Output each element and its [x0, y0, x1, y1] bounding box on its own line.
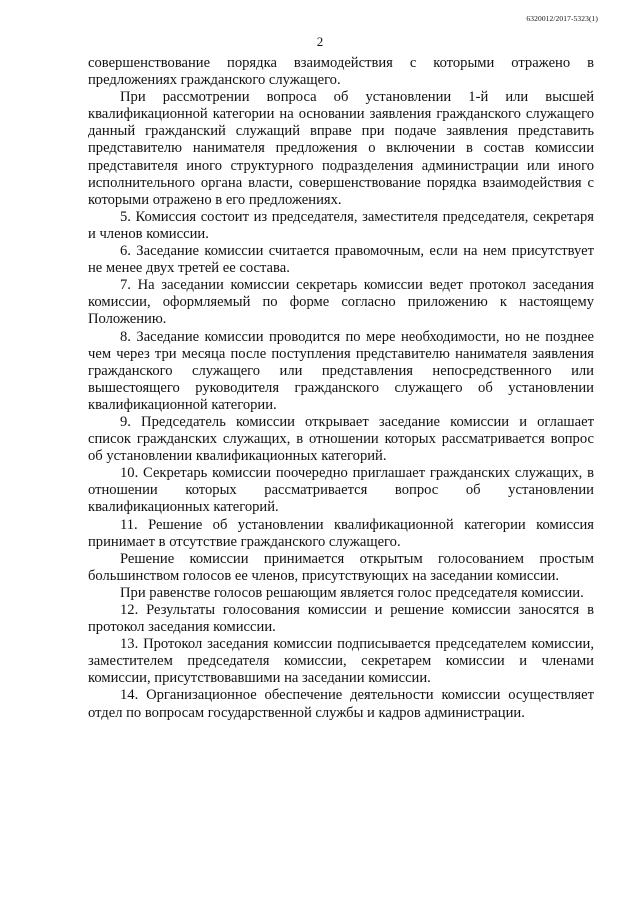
paragraph-11-tie: При равенстве голосов решающим является голос председателя комиссии.: [120, 584, 584, 601]
paragraph-5: 5. Комиссия состоит из председателя, заместителя председателя, секретаря и членов комиссии.: [88, 208, 594, 242]
paragraph-6: 6. Заседание комиссии считается правомочным, если на нем присутствует не менее двух третей ее состава.: [88, 243, 594, 277]
paragraph-14: 14. Организационное обеспечение деятельности комиссии осуществляет отдел по вопросам государственной службы и кадров администрации.: [88, 687, 594, 721]
paragraph-10: 10. Секретарь комиссии поочередно приглашает гражданских служащих, в отношении которых рассматривается вопрос об установлении квалификационных категорий.: [88, 465, 594, 516]
page-number: 2: [316, 34, 324, 49]
paragraph-9: 9. Председатель комиссии открывает заседание комиссии и оглашает список гражданских служащих, в отношении которых рассматривается вопрос об установлении квалификационных категорий.: [88, 413, 594, 465]
document-id: 6320012/2017-5323(1): [526, 14, 598, 23]
paragraph-8: 8. Заседание комиссии проводится по мере необходимости, но не позднее чем через три месяца после поступления представителю нанимателя заявления гражданского служащего или представления непосредственного или вышестоящего руководителя гражданского служащего об установлении квалификационной категории.: [88, 328, 594, 413]
document-body: [88, 55, 594, 722]
paragraph-proposals: При рассмотрении вопроса об установлении 1-й или высшей квалификационной категории на основании заявления гражданского служащего данный гражданский служащий вправе при подаче заявления представить представителю нанимателя предложения о включении в состав комиссии представителя иного структурного подразделения администрации или иного исполнительного органа власти, совершенствование порядка взаимодействия с которыми отражено в его предложениях.: [88, 89, 594, 208]
paragraph-continuation: совершенствование порядка взаимодействия с которыми отражено в предложениях гражданского служащего.: [88, 55, 594, 89]
paragraph-13: 13. Протокол заседания комиссии подписывается председателем комиссии, заместителем председателя комиссии, секретарем комиссии и членами комиссии, присутствовавшими на заседании комиссии.: [88, 636, 594, 687]
paragraph-11: 11. Решение об установлении квалификационной категории комиссия принимает в отсутствие гражданского служащего.: [88, 516, 594, 550]
paragraph-12: 12. Результаты голосования комиссии и решение комиссии заносятся в протокол заседания комиссии.: [88, 602, 594, 636]
paragraph-11-voting: Решение комиссии принимается открытым голосованием простым большинством голосов ее членов, присутствующих на заседании комиссии.: [88, 550, 594, 584]
paragraph-7: 7. На заседании комиссии секретарь комиссии ведет протокол заседания комиссии, оформляемый по форме согласно приложению к настоящему Положению.: [88, 277, 594, 328]
